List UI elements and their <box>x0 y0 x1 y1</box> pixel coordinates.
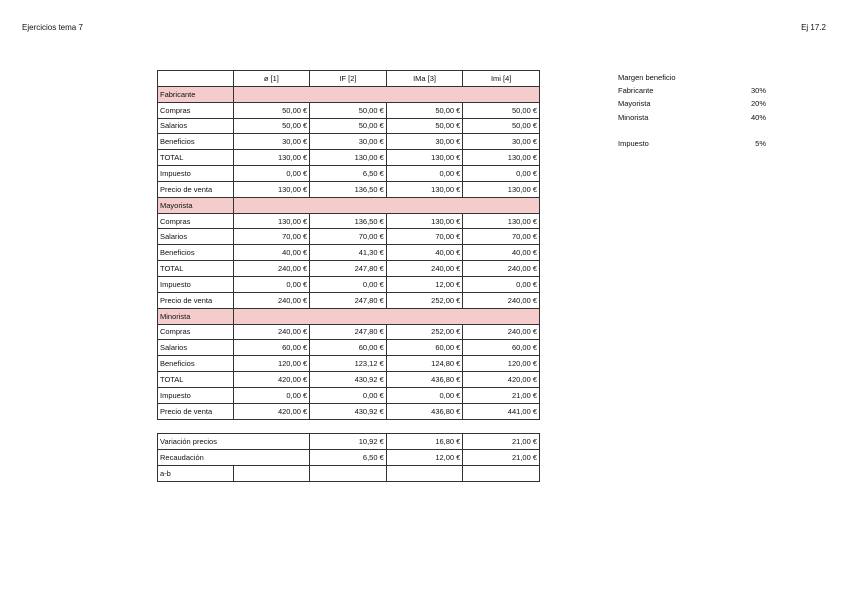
value-cell: 240,00 € <box>386 261 463 277</box>
value-cell: 130,00 € <box>386 213 463 229</box>
value-cell: 0,00 € <box>463 166 540 182</box>
price-table <box>157 70 540 420</box>
row-label: TOTAL <box>158 261 234 277</box>
value-cell: 123,12 € <box>310 356 387 372</box>
section-title: Mayorista <box>158 197 234 213</box>
value-cell: 130,00 € <box>463 150 540 166</box>
summary-value <box>463 465 540 481</box>
summary-value <box>386 465 463 481</box>
table-row <box>158 134 540 150</box>
row-label: Compras <box>158 324 234 340</box>
row-label: Impuesto <box>158 387 234 403</box>
value-cell: 50,00 € <box>386 118 463 134</box>
value-cell: 120,00 € <box>463 356 540 372</box>
row-label: Salarios <box>158 340 234 356</box>
value-cell: 436,80 € <box>386 403 463 419</box>
value-cell: 420,00 € <box>233 372 310 388</box>
summary-label: a-b <box>158 465 234 481</box>
table-row <box>158 245 540 261</box>
table-row <box>158 261 540 277</box>
table-row <box>158 229 540 245</box>
value-cell: 120,00 € <box>233 356 310 372</box>
value-cell: 12,00 € <box>386 276 463 292</box>
table-row <box>158 118 540 134</box>
value-cell: 240,00 € <box>233 324 310 340</box>
tax-row <box>616 137 768 150</box>
summary-value: 16,80 € <box>386 434 463 450</box>
row-label: Impuesto <box>158 166 234 182</box>
value-cell: 420,00 € <box>233 403 310 419</box>
value-cell: 441,00 € <box>463 403 540 419</box>
row-label: Impuesto <box>158 276 234 292</box>
value-cell: 60,00 € <box>233 340 310 356</box>
summary-value <box>310 465 387 481</box>
summary-label: Variación precios <box>158 434 234 450</box>
row-label: Precio de venta <box>158 181 234 197</box>
section-title: Fabricante <box>158 86 234 102</box>
summary-value: 6,50 € <box>310 449 387 465</box>
value-cell: 60,00 € <box>463 340 540 356</box>
summary-value <box>233 434 310 450</box>
margin-label: Fabricante <box>618 86 654 96</box>
row-label: Beneficios <box>158 245 234 261</box>
margin-table <box>616 71 768 150</box>
value-cell: 40,00 € <box>386 245 463 261</box>
margin-row <box>616 97 768 110</box>
value-cell: 130,00 € <box>233 213 310 229</box>
section-title: Minorista <box>158 308 234 324</box>
value-cell: 247,80 € <box>310 324 387 340</box>
table-row <box>158 403 540 419</box>
header-row <box>158 71 540 87</box>
corner-cell <box>158 71 234 87</box>
row-label: Compras <box>158 102 234 118</box>
row-label: Precio de venta <box>158 292 234 308</box>
value-cell: 60,00 € <box>310 340 387 356</box>
margin-label: Minorista <box>618 112 649 122</box>
summary-row <box>158 465 540 481</box>
value-cell: 70,00 € <box>310 229 387 245</box>
value-cell: 124,80 € <box>386 356 463 372</box>
value-cell: 130,00 € <box>463 181 540 197</box>
value-cell: 50,00 € <box>463 102 540 118</box>
row-label: Precio de venta <box>158 403 234 419</box>
value-cell: 50,00 € <box>386 102 463 118</box>
summary-row <box>158 434 540 450</box>
value-cell: 240,00 € <box>233 292 310 308</box>
value-cell: 0,00 € <box>386 166 463 182</box>
section-fill <box>233 86 539 102</box>
value-cell: 130,00 € <box>233 150 310 166</box>
column-header: Imi [4] <box>463 71 540 87</box>
table-row <box>158 276 540 292</box>
tax-label: Impuesto <box>618 139 649 149</box>
margin-title: Margen beneficio <box>618 73 676 83</box>
row-label: Salarios <box>158 118 234 134</box>
summary-value <box>233 449 310 465</box>
value-cell: 30,00 € <box>463 134 540 150</box>
column-header: IF [2] <box>310 71 387 87</box>
value-cell: 0,00 € <box>310 387 387 403</box>
value-cell: 70,00 € <box>233 229 310 245</box>
value-cell: 430,92 € <box>310 372 387 388</box>
summary-value: 10,92 € <box>310 434 387 450</box>
value-cell: 0,00 € <box>386 387 463 403</box>
value-cell: 130,00 € <box>463 213 540 229</box>
margin-label: Mayorista <box>618 99 651 109</box>
value-cell: 240,00 € <box>233 261 310 277</box>
value-cell: 252,00 € <box>386 292 463 308</box>
summary-row <box>158 449 540 465</box>
summary-table <box>157 433 540 482</box>
margin-row <box>616 111 768 124</box>
table-row <box>158 387 540 403</box>
summary-value: 21,00 € <box>463 449 540 465</box>
value-cell: 30,00 € <box>310 134 387 150</box>
value-cell: 30,00 € <box>233 134 310 150</box>
section-header-row <box>158 86 540 102</box>
summary-value <box>233 465 310 481</box>
value-cell: 70,00 € <box>386 229 463 245</box>
row-label: Beneficios <box>158 356 234 372</box>
table-row <box>158 292 540 308</box>
value-cell: 40,00 € <box>233 245 310 261</box>
value-cell: 240,00 € <box>463 324 540 340</box>
section-header-row <box>158 197 540 213</box>
table-row <box>158 181 540 197</box>
table-row <box>158 324 540 340</box>
value-cell: 130,00 € <box>386 150 463 166</box>
value-cell: 50,00 € <box>233 102 310 118</box>
value-cell: 240,00 € <box>463 261 540 277</box>
value-cell: 30,00 € <box>386 134 463 150</box>
margin-row <box>616 84 768 97</box>
value-cell: 50,00 € <box>310 118 387 134</box>
value-cell: 60,00 € <box>386 340 463 356</box>
value-cell: 247,80 € <box>310 261 387 277</box>
value-cell: 136,50 € <box>310 181 387 197</box>
summary-label: Recaudación <box>158 449 234 465</box>
summary-value: 21,00 € <box>463 434 540 450</box>
value-cell: 0,00 € <box>233 276 310 292</box>
value-cell: 436,80 € <box>386 372 463 388</box>
table-row <box>158 340 540 356</box>
value-cell: 430,92 € <box>310 403 387 419</box>
margin-value: 40% <box>750 112 766 122</box>
column-header: ø [1] <box>233 71 310 87</box>
sheet-title: Ejercicios tema 7 <box>22 23 83 32</box>
value-cell: 40,00 € <box>463 245 540 261</box>
table-row <box>158 150 540 166</box>
margin-title-row <box>616 71 768 84</box>
table-row <box>158 356 540 372</box>
value-cell: 70,00 € <box>463 229 540 245</box>
row-label: TOTAL <box>158 150 234 166</box>
value-cell: 130,00 € <box>233 181 310 197</box>
margin-value: 20% <box>750 99 766 109</box>
value-cell: 252,00 € <box>386 324 463 340</box>
summary-value: 12,00 € <box>386 449 463 465</box>
section-header-row <box>158 308 540 324</box>
value-cell: 420,00 € <box>463 372 540 388</box>
row-label: Compras <box>158 213 234 229</box>
value-cell: 0,00 € <box>310 276 387 292</box>
table-row <box>158 166 540 182</box>
table-row <box>158 213 540 229</box>
exercise-number: Ej 17.2 <box>801 23 826 32</box>
row-label: Beneficios <box>158 134 234 150</box>
value-cell: 247,80 € <box>310 292 387 308</box>
table-row <box>158 102 540 118</box>
value-cell: 136,50 € <box>310 213 387 229</box>
value-cell: 0,00 € <box>233 166 310 182</box>
table-row <box>158 372 540 388</box>
value-cell: 130,00 € <box>386 181 463 197</box>
column-header: IMa [3] <box>386 71 463 87</box>
value-cell: 41,30 € <box>310 245 387 261</box>
margin-value: 30% <box>750 86 766 96</box>
value-cell: 6,50 € <box>310 166 387 182</box>
section-fill <box>233 308 539 324</box>
value-cell: 50,00 € <box>310 102 387 118</box>
section-fill <box>233 197 539 213</box>
value-cell: 50,00 € <box>463 118 540 134</box>
value-cell: 50,00 € <box>233 118 310 134</box>
value-cell: 130,00 € <box>310 150 387 166</box>
value-cell: 0,00 € <box>233 387 310 403</box>
value-cell: 240,00 € <box>463 292 540 308</box>
value-cell: 0,00 € <box>463 276 540 292</box>
row-label: TOTAL <box>158 372 234 388</box>
tax-value: 5% <box>755 139 766 149</box>
value-cell: 21,00 € <box>463 387 540 403</box>
row-label: Salarios <box>158 229 234 245</box>
